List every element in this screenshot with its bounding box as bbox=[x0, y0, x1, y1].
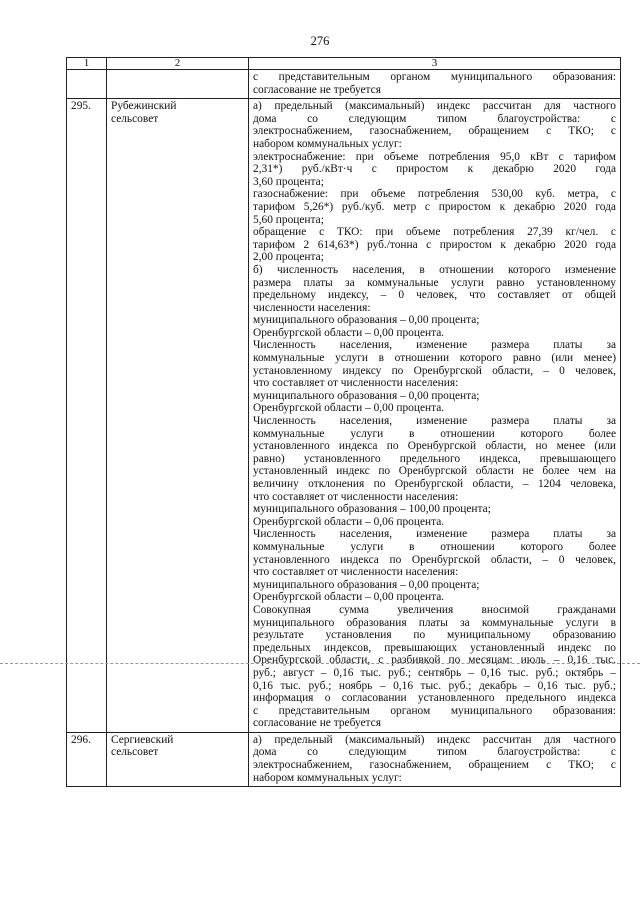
page-number: 276 bbox=[310, 34, 330, 48]
text-line: коммунальные услуги в отношении которого более bbox=[253, 540, 616, 553]
row-number: 295. bbox=[67, 99, 107, 733]
text-line: информация о согласовании установленного предельного индекса bbox=[253, 692, 616, 705]
text-line: предельному индексу, – 0 человек, что составляет от общей bbox=[253, 289, 616, 302]
text-line: Численность населения, изменение размера платы за bbox=[253, 339, 616, 352]
text-line: что составляет от численности населения: bbox=[253, 377, 459, 390]
text-line: что составляет от численности населения: bbox=[253, 566, 459, 579]
municipality-name bbox=[107, 99, 249, 733]
scan-artifact-line bbox=[0, 663, 640, 664]
header-col-3: 3 bbox=[249, 58, 621, 70]
text-line: Оренбургской области – 0,00 процента. bbox=[253, 402, 445, 415]
name-line: Рубежинский bbox=[111, 100, 177, 113]
text-line: 2,00 процента; bbox=[253, 251, 324, 264]
text-line: муниципального образования – 0,00 процента; bbox=[253, 389, 480, 402]
text-line: газоснабжение: при объеме потребления 530,00 куб. метра, с bbox=[253, 188, 616, 201]
table-row bbox=[67, 99, 621, 733]
text-line: коммунальные услуги в отношении которого более bbox=[253, 427, 616, 440]
text-line: 3,60 процента; bbox=[253, 175, 324, 188]
text-line: установленный индекс по Оренбургской области не более чем на bbox=[253, 465, 616, 478]
text-line: Совокупная сумма увеличения вносимой гражданами bbox=[253, 603, 616, 616]
row-number: 296. bbox=[67, 732, 107, 786]
text-line: с представительным органом муниципального образования: bbox=[253, 704, 616, 717]
name-line: сельсовет bbox=[111, 746, 159, 759]
text-line: Численность населения, изменение размера платы за bbox=[253, 415, 616, 428]
text-line: набором коммунальных услуг: bbox=[253, 137, 402, 150]
text-line: дома со следующим типом благоустройства: с bbox=[253, 746, 616, 759]
text-line: муниципального образования платы за коммунальные услуги в bbox=[253, 616, 616, 629]
text-line: Численность населения, изменение размера платы за bbox=[253, 528, 616, 541]
table-header-row bbox=[67, 58, 621, 70]
text-line: б) численность населения, в отношении которого изменение bbox=[253, 263, 616, 276]
text-line: руб.; август – 0,16 тыс. руб.; сентябрь – 0,16 тыс. руб.; октябрь – bbox=[253, 666, 616, 679]
continuation-text bbox=[249, 70, 621, 99]
text-line: 0,16 тыс. руб.; ноябрь – 0,16 тыс. руб.; декабрь – 0,16 тыс. руб.; bbox=[253, 679, 616, 692]
text-line: установленному индексу по Оренбургской области, – 0 человек, bbox=[253, 364, 616, 377]
text-line: размера платы за коммунальные услуги равно установленному bbox=[253, 276, 616, 289]
text-line: тарифом 5,26*) руб./куб. метр с приростом к декабрю 2020 года bbox=[253, 200, 616, 213]
text-line: величину отклонения по Оренбургской области, – 1204 человека, bbox=[253, 478, 616, 490]
text-line: что составляет от численности населения: bbox=[253, 490, 459, 503]
header-col-2: 2 bbox=[107, 58, 249, 70]
text-line: тарифом 2 614,63*) руб./тонна с приростом к декабрю 2020 года bbox=[253, 238, 616, 251]
text-line: обращение с ТКО: при объеме потребления 27,39 кг/чел. с bbox=[253, 226, 616, 239]
header-col-1: 1 bbox=[67, 58, 107, 70]
text-line: предельных индексов, превышающих установленный индекс по bbox=[253, 641, 616, 654]
text-line: установленного индекса по Оренбургской области, но менее (или bbox=[253, 440, 616, 453]
text-line: электроснабжением, газоснабжением, обращением с ТКО; с bbox=[253, 125, 616, 138]
table-row bbox=[67, 732, 621, 786]
text-line: а) предельный (максимальный) индекс рассчитан для частного bbox=[253, 733, 616, 746]
text-line: согласование не требуется bbox=[253, 717, 381, 730]
text-line: согласование не требуется bbox=[253, 83, 381, 96]
text-line: Оренбургской области – 0,00 процента. bbox=[253, 326, 445, 339]
text-line: 2,31*) руб./кВт·ч с приростом к декабрю 2020 года bbox=[253, 163, 616, 176]
text-line: а) предельный (максимальный) индекс рассчитан для частного bbox=[253, 100, 616, 113]
text-line: Оренбургской области – 0,00 процента. bbox=[253, 591, 445, 604]
municipal-index-table bbox=[66, 57, 621, 787]
text-line: установленного индекса по Оренбургской области, – 0 человек, bbox=[253, 553, 616, 566]
text-line: муниципального образования – 100,00 процента; bbox=[253, 503, 491, 516]
text-line: дома со следующим типом благоустройства: с bbox=[253, 112, 616, 125]
text-line: коммунальные услуги в отношении которого равно (или менее) bbox=[253, 352, 616, 365]
text-line: электроснабжение: при объеме потребления 95,0 кВт с тарифом bbox=[253, 150, 616, 163]
text-line: численности населения: bbox=[253, 301, 371, 314]
text-line: муниципального образования – 0,00 процента; bbox=[253, 578, 480, 591]
text-line: муниципального образования – 0,00 процента; bbox=[253, 314, 480, 327]
name-line: Сергиевский bbox=[111, 733, 174, 746]
text-line: Оренбургской области, с разбивкой по месяцам: июль – 0,16 тыс. bbox=[253, 654, 616, 667]
name-line: сельсовет bbox=[111, 112, 159, 125]
text-line: 5,60 процента; bbox=[253, 213, 324, 226]
text-line: результате установления по муниципальному образованию bbox=[253, 629, 616, 642]
text-line: с представительным органом муниципального образования: bbox=[253, 71, 616, 83]
index-description bbox=[249, 732, 621, 786]
text-line: электроснабжением, газоснабжением, обращением с ТКО; с bbox=[253, 759, 616, 772]
municipality-name bbox=[107, 732, 249, 786]
text-line: набором коммунальных услуг: bbox=[253, 771, 402, 784]
text-line: равно) установленного предельного индекса, превышающего bbox=[253, 452, 616, 465]
table-row-continuation bbox=[67, 70, 621, 99]
text-line: Оренбургской области – 0,06 процента. bbox=[253, 515, 445, 528]
index-description bbox=[249, 99, 621, 733]
